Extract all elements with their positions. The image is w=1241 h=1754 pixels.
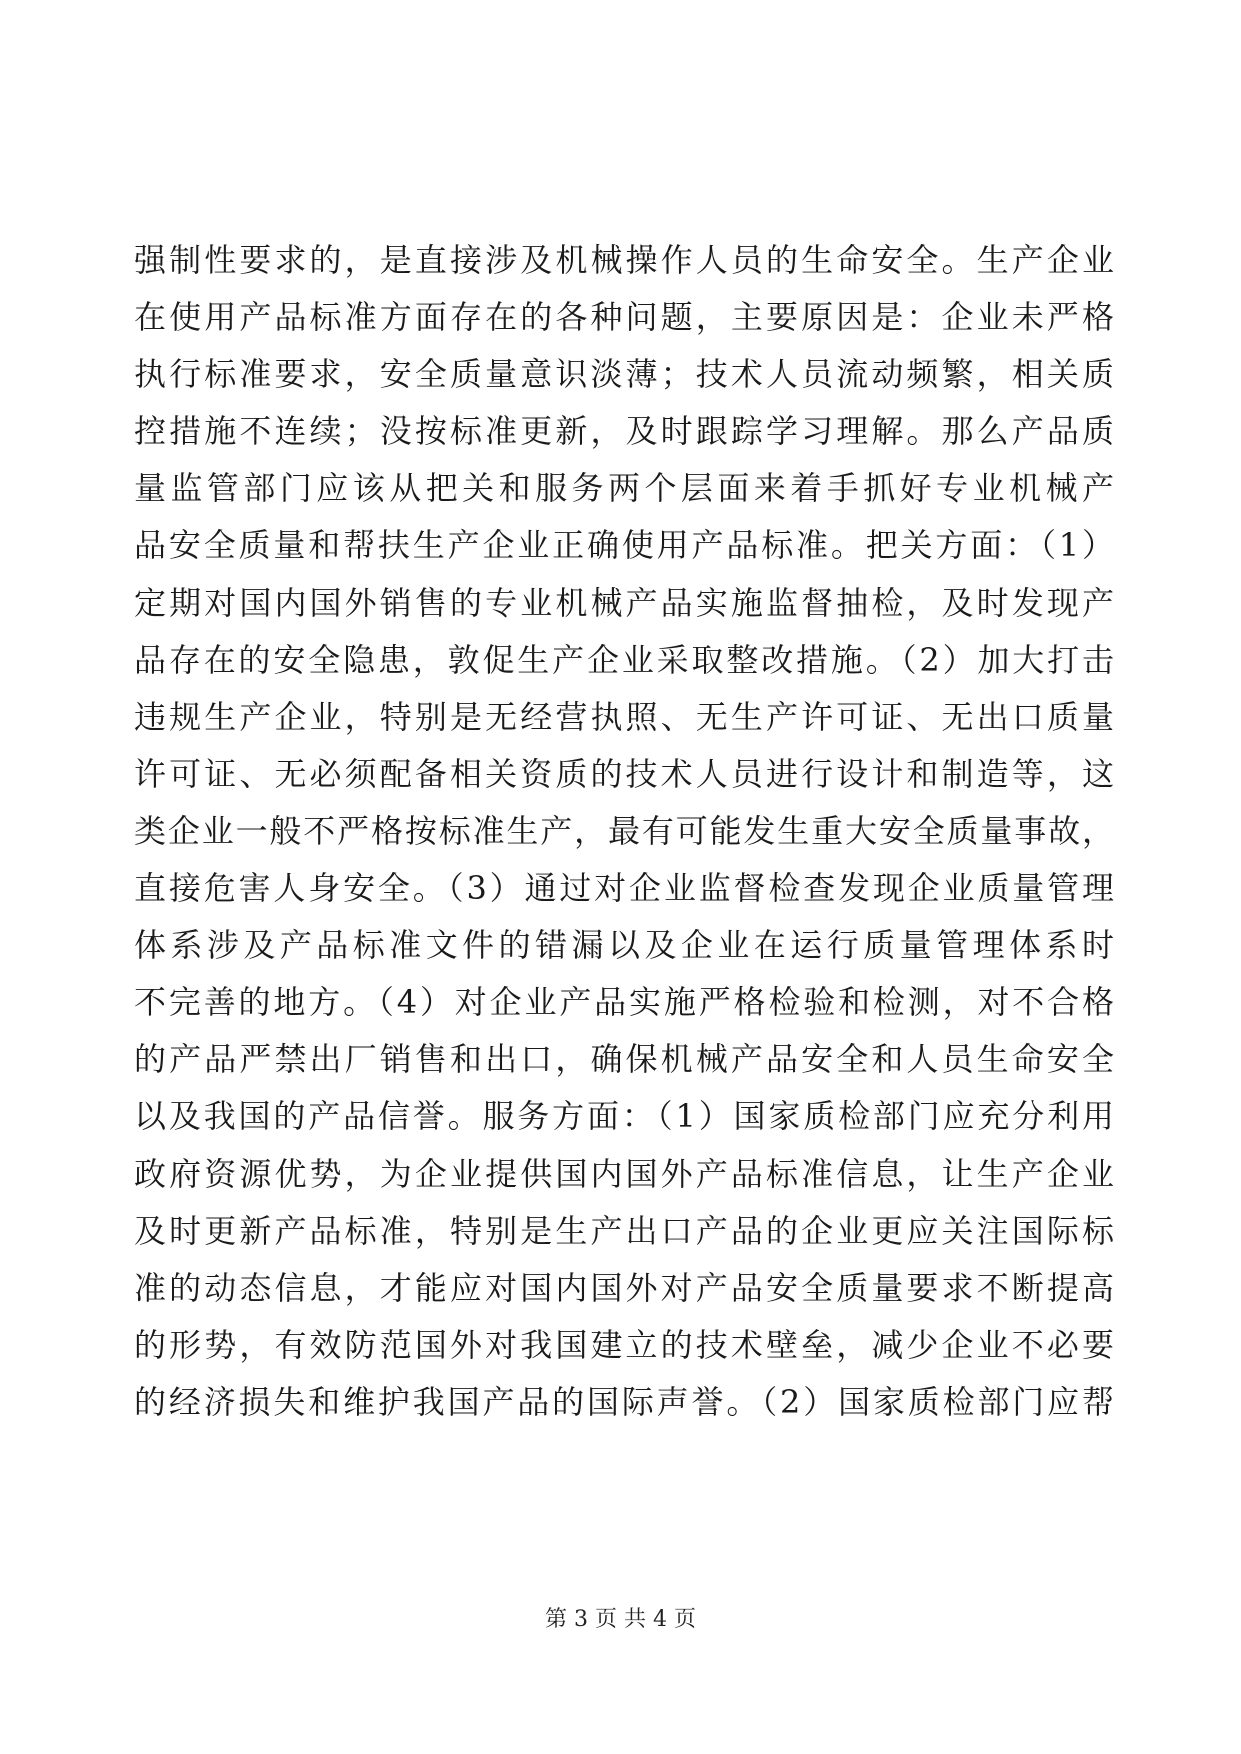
text-line: 强制性要求的，是直接涉及机械操作人员的生命安全。生产企业 — [134, 241, 1114, 279]
text-line: 以及我国的产品信誉。服务方面：（1）国家质检部门应充分利用 — [134, 1097, 1114, 1136]
text-line: 准的动态信息，才能应对国内国外对产品安全质量要求不断提高 — [134, 1268, 1114, 1307]
text-line: 直接危害人身安全。（3）通过对企业监督检查发现企业质量管理 — [134, 869, 1114, 908]
text-line: 类企业一般不严格按标准生产，最有可能发生重大安全质量事故， — [134, 811, 1114, 850]
text-line: 量监管部门应该从把关和服务两个层面来着手抓好专业机械产 — [134, 469, 1114, 508]
text-line: 在使用产品标准方面存在的各种问题，主要原因是：企业未严格 — [134, 298, 1114, 337]
body-text — [134, 232, 1114, 1431]
text-line: 违规生产企业，特别是无经营执照、无生产许可证、无出口质量 — [134, 697, 1114, 736]
page-number-footer: 第 3 页 共 4 页 — [545, 1607, 696, 1632]
text-line: 政府资源优势，为企业提供国内国外产品标准信息，让生产企业 — [134, 1154, 1114, 1193]
text-line: 体系涉及产品标准文件的错漏以及企业在运行质量管理体系时 — [134, 926, 1114, 965]
text-line: 的经济损失和维护我国产品的国际声誉。（2）国家质检部门应帮 — [134, 1382, 1114, 1421]
text-line: 定期对国内国外销售的专业机械产品实施监督抽检，及时发现产 — [134, 583, 1114, 622]
text-line: 不完善的地方。（4）对企业产品实施严格检验和检测，对不合格 — [134, 983, 1114, 1022]
text-line: 品安全质量和帮扶生产企业正确使用产品标准。把关方面：（1） — [134, 526, 1114, 565]
text-line: 许可证、无必须配备相关资质的技术人员进行设计和制造等，这 — [134, 754, 1114, 793]
text-line: 的产品严禁出厂销售和出口，确保机械产品安全和人员生命安全 — [134, 1040, 1114, 1079]
text-line: 品存在的安全隐患，敦促生产企业采取整改措施。（2）加大打击 — [134, 640, 1114, 679]
text-line: 控措施不连续；没按标准更新，及时跟踪学习理解。那么产品质 — [134, 412, 1114, 451]
text-line: 及时更新产品标准，特别是生产出口产品的企业更应关注国际标 — [134, 1211, 1114, 1250]
text-line: 的形势，有效防范国外对我国建立的技术壁垒，减少企业不必要 — [134, 1325, 1114, 1364]
text-line: 执行标准要求，安全质量意识淡薄；技术人员流动频繁，相关质 — [134, 355, 1114, 394]
